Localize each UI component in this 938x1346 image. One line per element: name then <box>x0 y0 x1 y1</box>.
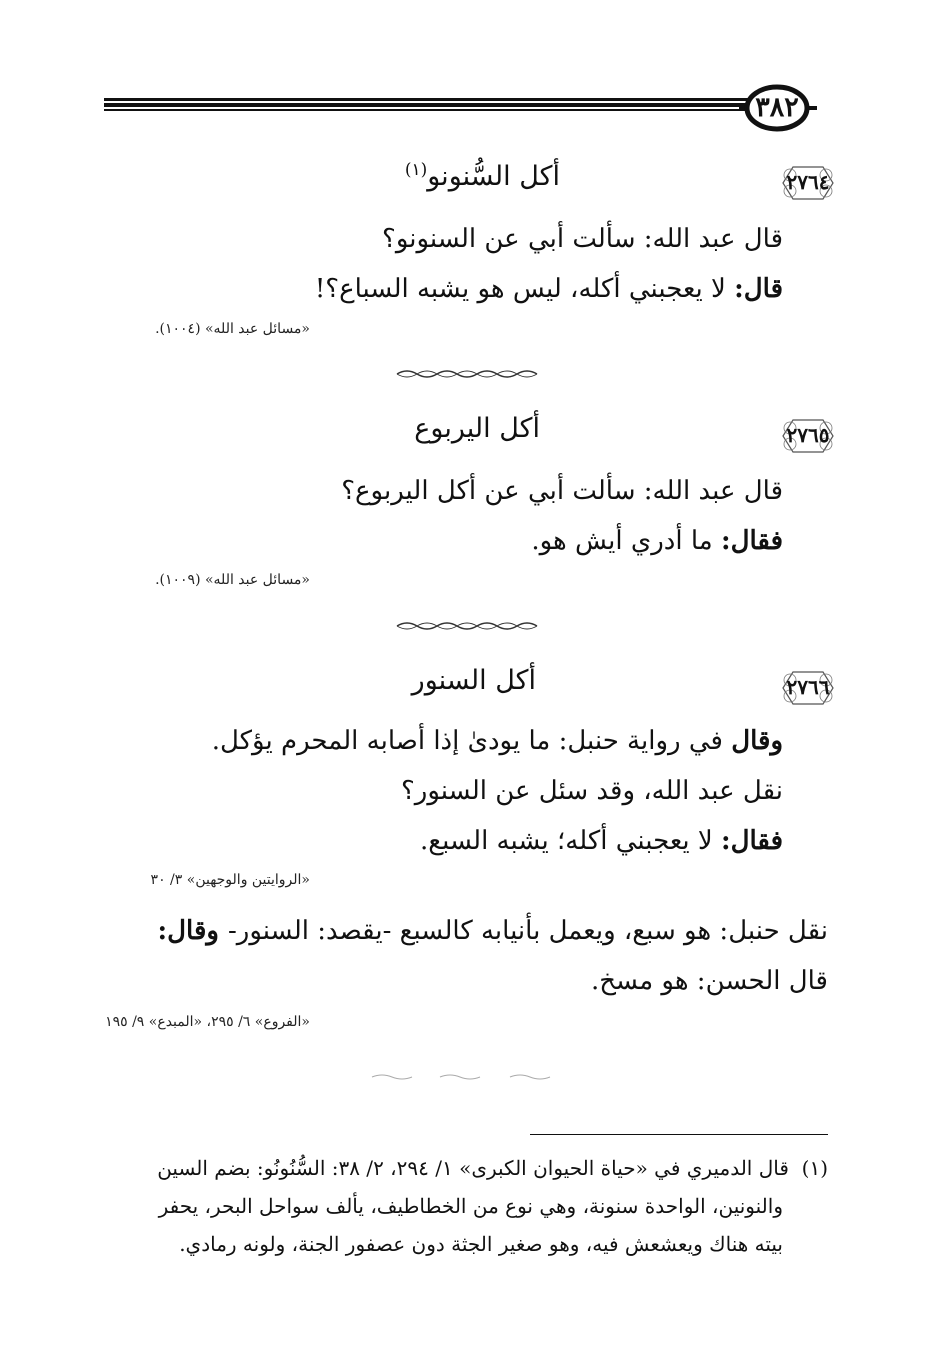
speaker-label: وقال <box>731 726 783 756</box>
page-number: ٣٨٢ <box>755 92 799 123</box>
line-text: قال عبد الله: سألت أبي عن أكل اليربوع؟ <box>341 476 783 506</box>
text-line <box>531 526 783 556</box>
entry-number: ٢٧٦٥ <box>786 423 830 447</box>
line-text: نقل حنبل: هو سبع، ويعمل بأنيابه كالسبع -يقصد: السنور- <box>228 916 828 946</box>
footnote-separator <box>530 1134 828 1135</box>
footnote-marker: (١) <box>801 1156 828 1180</box>
footnote-line: والنونين، الواحدة سنونة، وهي نوع من الخطاطيف، يألف سواحل البحر، يحفر <box>158 1194 783 1218</box>
entry-heading: أكل اليربوع <box>414 413 540 444</box>
entry-heading: أكل السنور <box>411 665 536 696</box>
source-citation: «مسائل عبد الله» (١٠٠٩). <box>155 572 310 588</box>
footnote-reference: (١) <box>404 160 428 180</box>
text-line <box>401 776 783 806</box>
speaker-label: وقال: <box>157 916 228 946</box>
speaker-label: قال: <box>734 274 783 304</box>
entry-heading <box>405 160 560 192</box>
source-citation: «الروايتين والوجهين» ٣/ ٣٠ <box>150 872 310 888</box>
footnote-line: بيته هناك ويعشعش فيه، وهو صغير الجثة دون عصفور الجنة، ولونه رمادي. <box>179 1232 783 1256</box>
line-text: ما أدري أيش هو. <box>531 526 721 556</box>
line-text: في رواية حنبل: ما يودىٰ إذا أصابه المحرم يؤكل. <box>211 726 732 756</box>
text-line <box>158 916 828 946</box>
heading-text: أكل السُّنونو <box>427 161 560 192</box>
text-line <box>341 476 783 506</box>
speaker-label: فقال: <box>721 826 783 856</box>
speaker-label: فقال: <box>721 526 783 556</box>
text-line <box>591 966 828 996</box>
line-text: لا يعجبني أكله؛ يشبه السبع. <box>420 826 721 856</box>
line-text: قال عبد الله: سألت أبي عن السنونو؟ <box>382 224 783 254</box>
source-citation: «مسائل عبد الله» (١٠٠٤). <box>155 321 310 337</box>
section-divider-ornament <box>370 1072 555 1082</box>
entry-number: ٢٧٦٦ <box>786 675 830 699</box>
line-text: نقل عبد الله، وقد سئل عن السنور؟ <box>401 776 783 806</box>
source-citation: «الفروع» ٦/ ٢٩٥، «المبدع» ٩/ ١٩٥ <box>105 1014 310 1030</box>
footnote-line <box>157 1156 828 1180</box>
text-line <box>382 224 783 254</box>
entry-number: ٢٧٦٤ <box>786 170 830 194</box>
text-line <box>315 274 783 304</box>
text-line <box>212 726 783 756</box>
section-divider-ornament <box>395 368 545 380</box>
header-rule <box>104 98 754 111</box>
footnote-text: قال الدميري في «حياة الحيوان الكبرى» ١/ ٢٩٤، ٢/ ٣٨: السُّنُونُو: بضم السين <box>157 1156 789 1180</box>
section-divider-ornament <box>395 620 545 632</box>
text-line <box>420 826 783 856</box>
line-text: لا يعجبني أكله، ليس هو يشبه السباع؟! <box>314 274 735 304</box>
line-text: قال الحسن: هو مسخ. <box>590 966 828 996</box>
